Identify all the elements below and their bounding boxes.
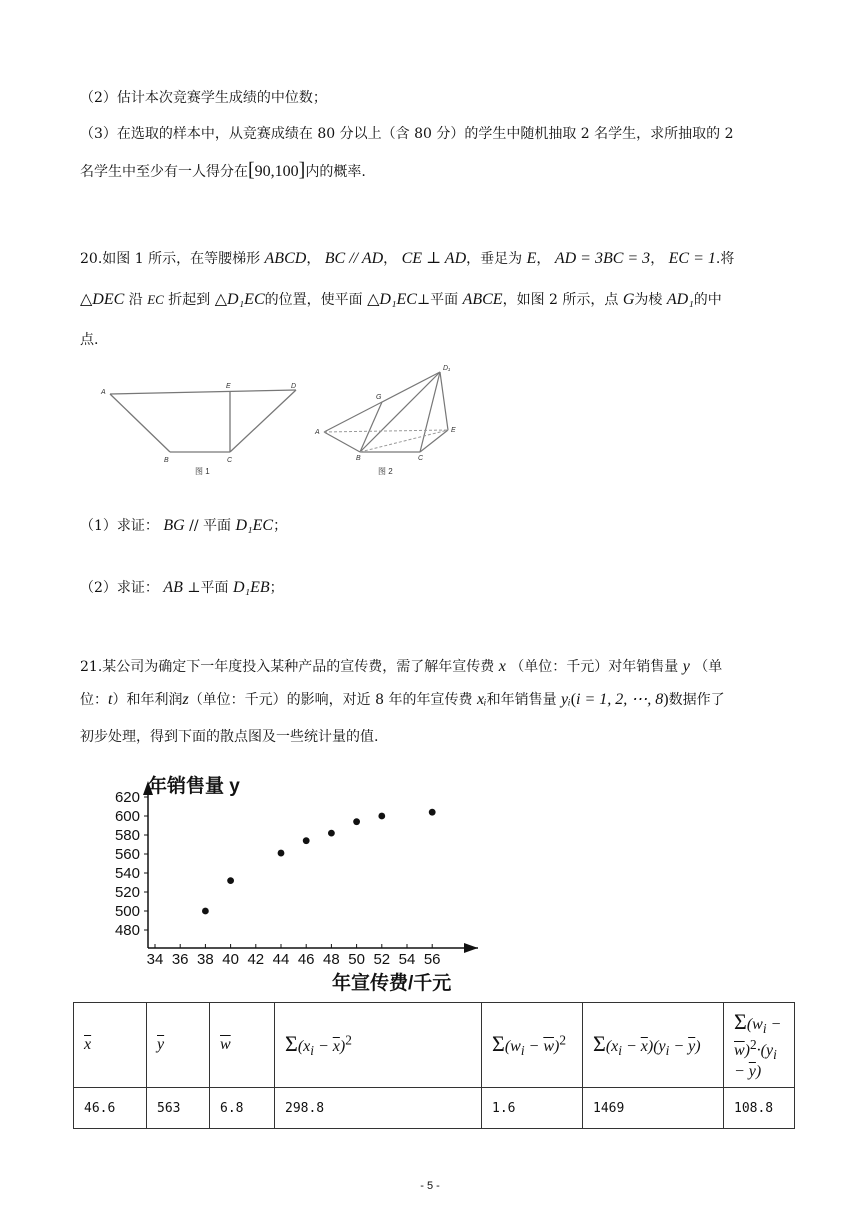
statistics-table bbox=[73, 1002, 795, 1129]
fig2-caption: 图 2 bbox=[378, 467, 393, 476]
q21-line1 bbox=[80, 657, 722, 677]
q20-part2-label: （2）求证： bbox=[80, 580, 159, 596]
fig2-label-c: C bbox=[418, 455, 424, 462]
math-plane-d1eb: D₁EB bbox=[233, 579, 270, 596]
header-sum-xx: $\Sigma(x_i - \overline{x})^2$ bbox=[275, 1003, 482, 1088]
x-axis-arrow bbox=[464, 943, 478, 953]
q20-part2-mid: ⊥平面 bbox=[187, 580, 229, 596]
y-axis-label: 年销售量 y bbox=[148, 776, 240, 797]
q20-text: 20.如图 1 所示，在等腰梯形 bbox=[80, 251, 261, 267]
math-ab: AB bbox=[163, 579, 183, 596]
math-d1ec-2: △D₁EC bbox=[367, 291, 417, 308]
x-tick-label: 56 bbox=[423, 951, 441, 968]
fig1-label-d: D bbox=[291, 383, 297, 390]
value-sum-xy: 1469 bbox=[583, 1088, 724, 1129]
fig2-label-b: B bbox=[356, 455, 361, 462]
y-tick-label: 560 bbox=[114, 846, 140, 863]
math-perp: CE ⊥ AD bbox=[401, 250, 467, 267]
q20-fold: .将 bbox=[715, 251, 735, 267]
q20-line2 bbox=[80, 290, 722, 310]
data-point bbox=[429, 809, 436, 816]
y-tick-label: 600 bbox=[114, 808, 140, 825]
q20-part1-end: ； bbox=[273, 518, 288, 534]
math-parallel: BC // AD bbox=[324, 250, 384, 267]
scatter-chart bbox=[78, 770, 498, 1000]
data-point bbox=[353, 818, 360, 825]
x-tick-label: 54 bbox=[398, 951, 416, 968]
header-x-bar: $\overline{x}$ bbox=[74, 1003, 147, 1088]
x-tick-label: 48 bbox=[323, 951, 340, 968]
math-x: x bbox=[498, 658, 506, 675]
math-index-range: i = 1, 2, ⋯, 8 bbox=[576, 691, 664, 708]
q19-part2: （2）估计本次竞赛学生成绩的中位数； bbox=[80, 90, 327, 106]
q19-part3-end: 内的概率. bbox=[305, 164, 366, 180]
q21-text-d: 位： bbox=[80, 692, 108, 708]
math-d1ec: △D₁EC bbox=[214, 291, 265, 308]
q20-fig2-ref: ，如图 2 所示，点 bbox=[502, 292, 619, 308]
math-bg: BG bbox=[163, 517, 185, 534]
q21-text-e: ）和年利润 bbox=[112, 692, 183, 708]
q21-text-b: （单位：千元）对年销售量 bbox=[510, 659, 679, 675]
figure-1 bbox=[95, 378, 310, 478]
y-tick-label: 500 bbox=[114, 903, 140, 920]
value-sum-xx: 298.8 bbox=[275, 1088, 482, 1129]
fig1-label-c: C bbox=[227, 457, 233, 464]
interval-values: 90,100 bbox=[254, 163, 299, 180]
value-sum-ww: 1.6 bbox=[482, 1088, 583, 1129]
math-plane-d1ec: D₁EC bbox=[235, 517, 274, 534]
math-t: t bbox=[108, 691, 113, 708]
math-z: z bbox=[182, 691, 189, 708]
data-point bbox=[378, 813, 385, 820]
header-sum-wy: $\Sigma(w_i - \overline{w})^2\cdot(y_i - \overline{y})$ bbox=[724, 1003, 795, 1088]
page-number: - 5 - bbox=[420, 1180, 440, 1192]
q21-text-g: 和年销售量 bbox=[486, 692, 557, 708]
y-tick-label: 620 bbox=[114, 789, 140, 806]
paren-close: ) bbox=[663, 691, 669, 708]
x-tick-label: 44 bbox=[272, 951, 290, 968]
table-values-row bbox=[74, 1088, 795, 1129]
math-g: G bbox=[622, 291, 635, 308]
math-ec1: EC = 1 bbox=[668, 250, 716, 267]
q20-part2-end: ； bbox=[269, 580, 284, 596]
data-point bbox=[303, 837, 310, 844]
math-e: E bbox=[526, 250, 537, 267]
fig2-label-g: G bbox=[376, 394, 382, 401]
fig2-label-a: A bbox=[315, 429, 320, 436]
q20-part1-mid: // 平面 bbox=[189, 518, 232, 534]
data-point bbox=[278, 850, 285, 857]
q20-perp-plane: ⊥平面 bbox=[416, 292, 459, 308]
q21-line2 bbox=[80, 690, 725, 710]
q19-part3-line1: （3）在选取的样本中，从竞赛成绩在 80 分以上（含 80 分）的学生中随机抽取 2 名学生，求所抽取的 2 bbox=[80, 126, 734, 142]
chart-axes bbox=[143, 781, 478, 953]
x-tick-label: 52 bbox=[373, 951, 391, 968]
interval-close: ] bbox=[298, 159, 306, 181]
fig1-label-a: A bbox=[101, 389, 106, 396]
y-tick-label: 540 bbox=[114, 865, 140, 882]
q21-text-c: （单 bbox=[694, 659, 723, 675]
q21-line3: 初步处理，得到下面的散点图及一些统计量的值. bbox=[80, 729, 379, 745]
x-tick-label: 36 bbox=[171, 951, 189, 968]
math-y: y bbox=[682, 658, 690, 675]
data-point bbox=[328, 830, 335, 837]
q21-text-a: 21.某公司为确定下一年度投入某种产品的宣传费，需了解年宣传费 bbox=[80, 659, 495, 675]
q20-pos: 的位置，使平面 bbox=[264, 292, 363, 308]
math-ec: EC bbox=[147, 292, 164, 307]
q21-text-h: 数据作了 bbox=[668, 692, 725, 708]
x-tick-label: 34 bbox=[146, 951, 164, 968]
header-w-bar: $\overline{w}$ bbox=[210, 1003, 275, 1088]
value-x-bar: 46.6 bbox=[74, 1088, 147, 1129]
q19-part3-line2 bbox=[80, 160, 366, 182]
header-y-bar: $\overline{y}$ bbox=[147, 1003, 210, 1088]
y-tick-labels bbox=[115, 789, 148, 939]
value-y-bar: 563 bbox=[147, 1088, 210, 1129]
math-ad1: AD₁ bbox=[666, 291, 694, 308]
fig1-caption: 图 1 bbox=[195, 467, 210, 476]
fig2-label-d1: D₁ bbox=[443, 365, 451, 372]
math-xi: xᵢ bbox=[476, 691, 487, 708]
math-abce: ABCE bbox=[462, 291, 503, 308]
math-abcd: ABCD bbox=[264, 250, 307, 267]
q20-mid: 为棱 bbox=[634, 292, 663, 308]
paren-open: ( bbox=[570, 691, 577, 708]
fig2-label-e: E bbox=[451, 427, 456, 434]
y-tick-label: 520 bbox=[114, 884, 140, 901]
q20-foot: ，垂足为 bbox=[466, 251, 523, 267]
data-points bbox=[202, 809, 436, 915]
x-tick-label: 46 bbox=[297, 951, 315, 968]
q19-part3-text: 名学生中至少有一人得分在 bbox=[80, 164, 248, 180]
math-lengths: AD = 3BC = 3 bbox=[554, 250, 651, 267]
x-tick-label: 42 bbox=[247, 951, 265, 968]
figure-2 bbox=[312, 362, 467, 480]
value-w-bar: 6.8 bbox=[210, 1088, 275, 1129]
interval-open: [ bbox=[248, 159, 255, 181]
q20-part1 bbox=[80, 516, 287, 536]
fig1-label-b: B bbox=[164, 457, 169, 464]
y-tick-label: 580 bbox=[114, 827, 140, 844]
data-point bbox=[202, 908, 209, 915]
fig1-label-e: E bbox=[226, 383, 231, 390]
x-tick-label: 50 bbox=[348, 951, 365, 968]
y-tick-label: 480 bbox=[114, 922, 140, 939]
q20-part2 bbox=[80, 578, 284, 598]
q21-text-f: （单位：千元）的影响，对近 8 年的年宣传费 bbox=[188, 692, 473, 708]
q20-line3: 点. bbox=[80, 332, 99, 348]
math-yi: yᵢ bbox=[561, 691, 571, 708]
header-sum-ww: $\Sigma(w_i - \overline{w})^2$ bbox=[482, 1003, 583, 1088]
math-triangle-dec: △DEC bbox=[80, 291, 125, 308]
q20-along: 沿 bbox=[128, 292, 143, 308]
q20-mid2: 的中 bbox=[693, 292, 722, 308]
value-sum-wy: 108.8 bbox=[724, 1088, 795, 1129]
q20-fold-to: 折起到 bbox=[168, 292, 211, 308]
x-tick-label: 40 bbox=[222, 951, 239, 968]
table-header-row bbox=[74, 1003, 795, 1088]
x-axis-label: 年宣传费/千元 bbox=[332, 973, 452, 994]
header-sum-xy: $\Sigma(x_i - \overline{x})(y_i - \overline{y})$ bbox=[583, 1003, 724, 1088]
q20-part1-label: （1）求证： bbox=[80, 518, 159, 534]
data-point bbox=[227, 877, 234, 884]
q20-line1: 20.如图 1 所示，在等腰梯形 ABCD， BC // AD， CE ⊥ AD，垂足为 E， AD = 3BC = 3， EC = 1.将 bbox=[80, 250, 735, 267]
x-tick-label: 38 bbox=[197, 951, 214, 968]
